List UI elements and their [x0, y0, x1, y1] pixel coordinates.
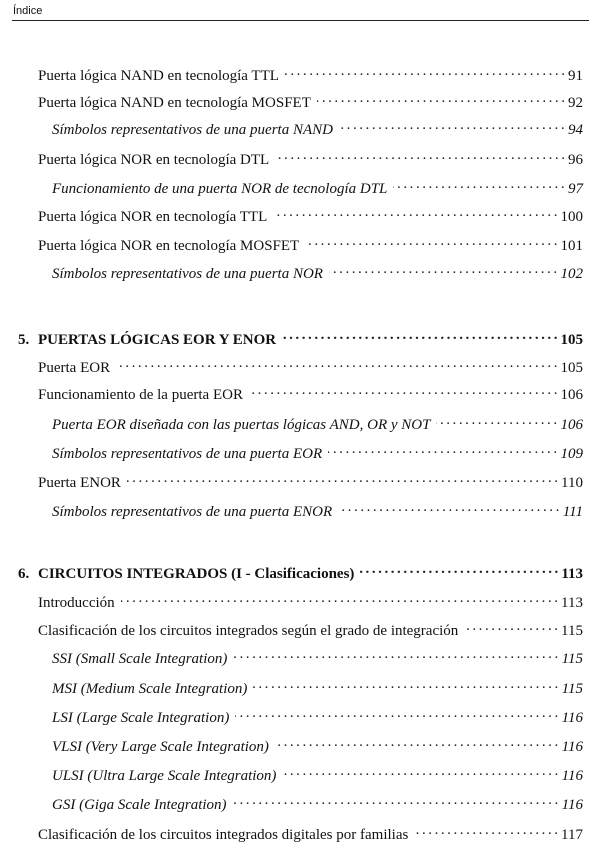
page-number: 111 — [562, 504, 583, 520]
toc-entry — [52, 261, 583, 281]
dot-leader — [233, 792, 559, 809]
page-number: 116 — [561, 739, 583, 755]
dot-leader — [305, 233, 557, 250]
dot-leader — [233, 646, 558, 663]
page-number: 117 — [561, 827, 583, 843]
page-number: 106 — [560, 387, 583, 403]
page-number: 94 — [568, 122, 583, 138]
entry-title: SSI (Small Scale Integration) — [52, 651, 228, 667]
entry-title: MSI (Medium Scale Integration) — [52, 681, 248, 697]
toc-entry — [38, 90, 583, 110]
dot-leader — [275, 147, 565, 164]
dot-leader — [282, 763, 558, 780]
dot-leader — [414, 822, 558, 839]
dot-leader — [339, 117, 565, 134]
page-number: 113 — [561, 566, 583, 582]
page-number: 116 — [561, 797, 583, 813]
toc-entry — [52, 676, 583, 696]
dot-leader — [127, 470, 558, 487]
toc-entry — [52, 705, 583, 725]
toc-entry — [52, 412, 583, 432]
entry-title: Funcionamiento de una puerta NOR de tecnología DTL — [52, 181, 388, 197]
entry-title: ULSI (Ultra Large Scale Integration) — [52, 768, 277, 784]
entry-title: Símbolos representativos de una puerta ENOR — [52, 504, 333, 520]
dot-leader — [116, 355, 557, 372]
toc-entry — [38, 204, 583, 224]
entry-title: Clasificación de los circuitos integrados según el grado de integración — [38, 623, 459, 639]
page-number: 105 — [560, 360, 583, 376]
dot-leader — [338, 499, 560, 516]
entry-title: Símbolos representativos de una puerta NAND — [52, 122, 333, 138]
dot-leader — [249, 382, 558, 399]
page-number: 116 — [561, 768, 583, 784]
toc-entry — [38, 618, 583, 638]
entry-title: LSI (Large Scale Integration) — [52, 710, 230, 726]
toc-entry — [38, 382, 583, 402]
entry-title: VLSI (Very Large Scale Integration) — [52, 739, 269, 755]
toc-entry — [52, 176, 583, 196]
page-number: 105 — [560, 332, 583, 348]
toc-entry — [38, 470, 583, 490]
toc-entry — [38, 590, 583, 610]
toc-entry — [38, 147, 583, 167]
entry-title: Clasificación de los circuitos integrados digitales por familias — [38, 827, 409, 843]
toc-entry — [52, 441, 583, 461]
entry-title: GSI (Giga Scale Integration) — [52, 797, 227, 813]
dot-leader — [275, 734, 559, 751]
page-number: 115 — [561, 681, 583, 697]
dot-leader — [393, 176, 565, 193]
dot-leader — [360, 561, 558, 578]
dot-leader — [273, 204, 557, 221]
entry-title: Funcionamiento de la puerta EOR — [38, 387, 243, 403]
page-number: 115 — [561, 651, 583, 667]
page-number: 92 — [568, 95, 583, 111]
toc-entry — [38, 355, 583, 375]
dot-leader — [328, 441, 557, 458]
dot-leader — [436, 412, 557, 429]
entry-title: Símbolos representativos de una puerta NOR — [52, 266, 323, 282]
toc-entry — [52, 646, 583, 666]
dot-leader — [282, 327, 557, 344]
page-number: 101 — [560, 238, 583, 254]
toc-entry — [52, 763, 583, 783]
page-number: 102 — [560, 266, 583, 282]
entry-title: Puerta EOR — [38, 360, 111, 376]
entry-title: Introducción — [38, 595, 115, 611]
toc-entry — [52, 734, 583, 754]
entry-title: Puerta lógica NOR en tecnología DTL — [38, 152, 270, 168]
entry-title: CIRCUITOS INTEGRADOS (I - Clasificaciones) — [38, 566, 355, 582]
dot-leader — [253, 676, 558, 693]
page-number: 100 — [560, 209, 583, 225]
page-number: 110 — [561, 475, 583, 491]
page-number: 106 — [560, 417, 583, 433]
page-number: 116 — [561, 710, 583, 726]
page-number: 113 — [561, 595, 583, 611]
toc-entry — [52, 499, 583, 519]
entry-title: Puerta lógica NOR en tecnología MOSFET — [38, 238, 300, 254]
entry-title: Puerta lógica NAND en tecnología TTL — [38, 68, 279, 84]
page-number: 115 — [561, 623, 583, 639]
page-number: 91 — [568, 68, 583, 84]
entry-title: PUERTAS LÓGICAS EOR Y ENOR — [38, 332, 277, 348]
dot-leader — [317, 90, 565, 107]
dot-leader — [235, 705, 558, 722]
page-number: 97 — [568, 181, 583, 197]
toc-entry — [38, 822, 583, 842]
dot-leader — [285, 63, 565, 80]
header-rule — [12, 20, 589, 21]
toc-entry — [38, 63, 583, 83]
entry-title: Símbolos representativos de una puerta EOR — [52, 446, 323, 462]
entry-title: Puerta ENOR — [38, 475, 121, 491]
entry-title: Puerta EOR diseñada con las puertas lógicas AND, OR y NOT — [52, 417, 431, 433]
toc-entry — [38, 233, 583, 253]
chapter-number: 5. — [18, 332, 30, 348]
toc-chapter — [18, 327, 583, 347]
chapter-number: 6. — [18, 566, 30, 582]
toc-chapter — [18, 561, 583, 581]
entry-title: Puerta lógica NOR en tecnología TTL — [38, 209, 268, 225]
running-header: Índice — [13, 5, 43, 17]
entry-title: Puerta lógica NAND en tecnología MOSFET — [38, 95, 311, 111]
toc-entry — [52, 117, 583, 137]
dot-leader — [329, 261, 558, 278]
dot-leader — [464, 618, 558, 635]
page-number: 96 — [568, 152, 583, 168]
toc-entry — [52, 792, 583, 812]
dot-leader — [121, 590, 558, 607]
page-number: 109 — [560, 446, 583, 462]
